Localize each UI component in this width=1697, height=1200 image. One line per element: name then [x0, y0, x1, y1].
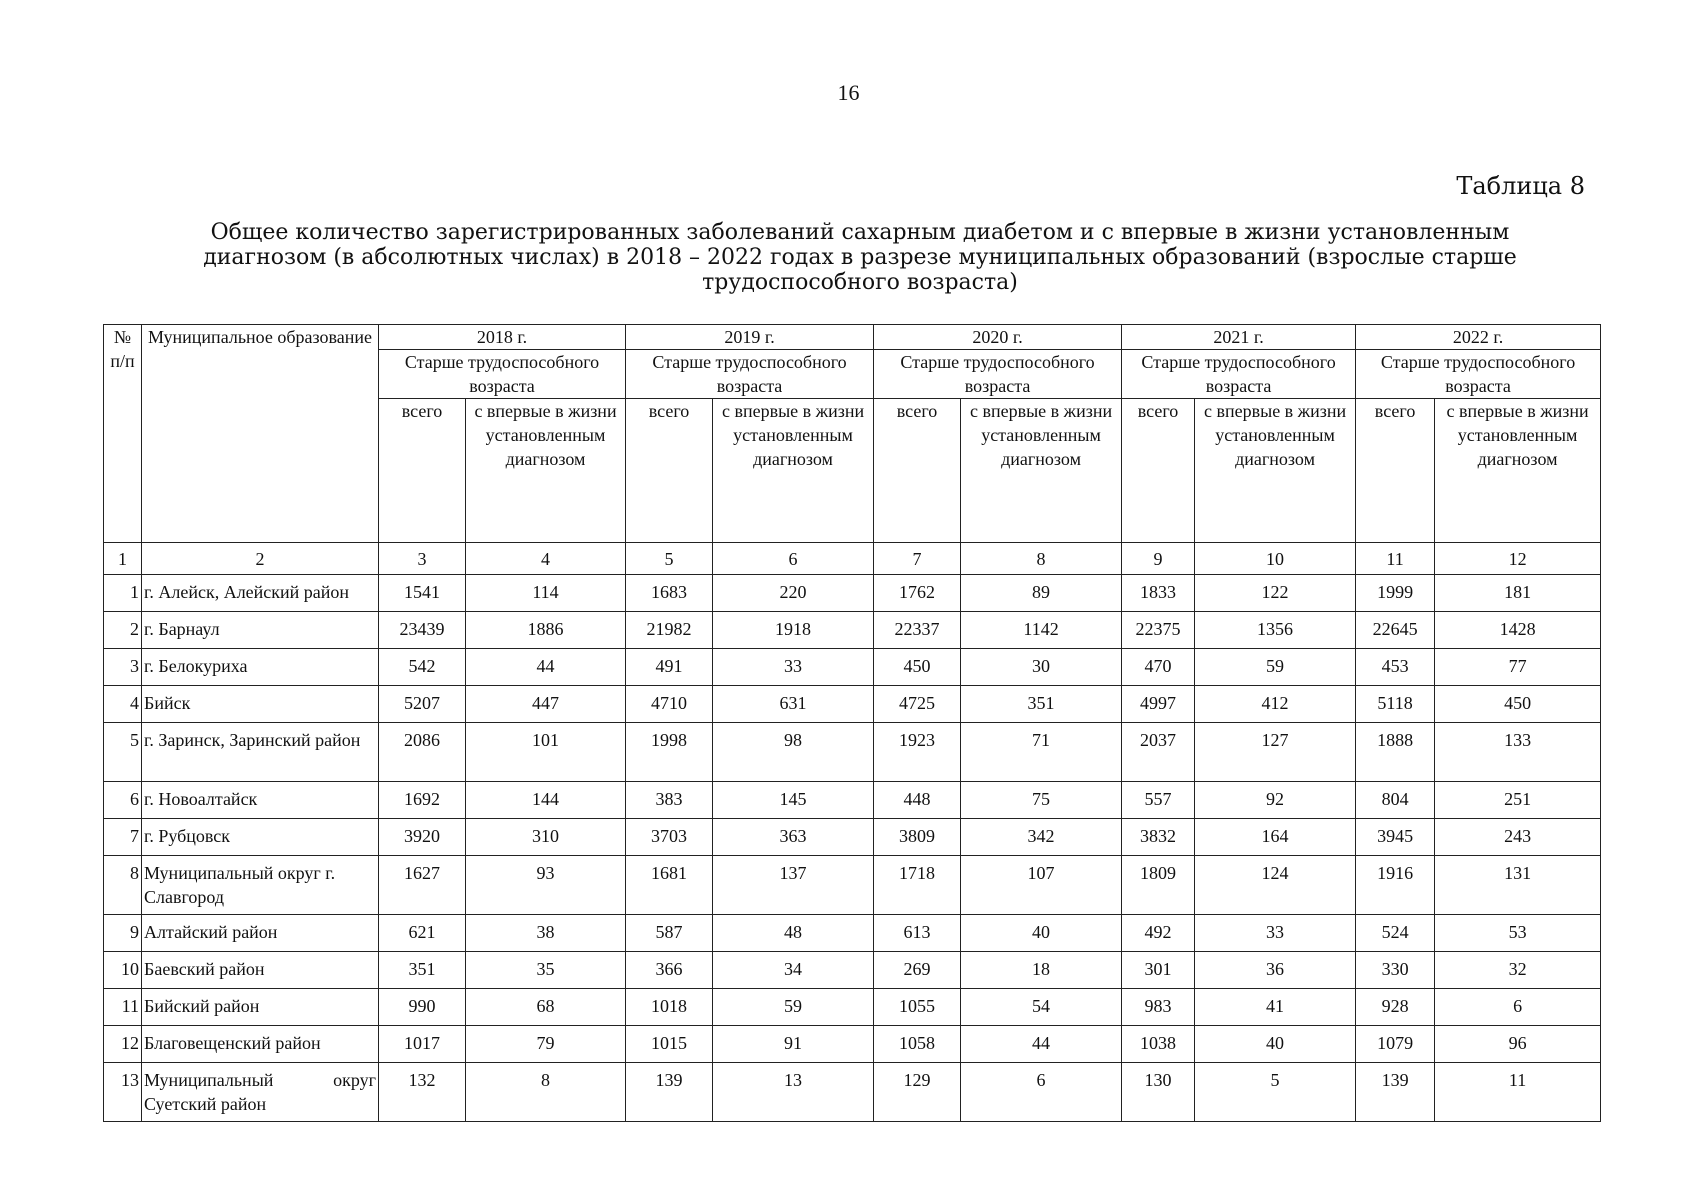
total-value-cell: 22375 — [1122, 612, 1195, 649]
first-time-value-cell: 1918 — [713, 612, 874, 649]
header-total: всего — [874, 399, 961, 543]
first-time-value-cell: 33 — [713, 649, 874, 686]
first-time-value-cell: 124 — [1195, 856, 1356, 915]
total-value-cell: 5207 — [379, 686, 466, 723]
table-row — [104, 723, 1601, 782]
first-time-value-cell: 363 — [713, 819, 874, 856]
first-time-value-cell: 79 — [466, 1026, 626, 1063]
municipality-cell: г. Алейск, Алейский район — [142, 575, 379, 612]
total-value-cell: 1923 — [874, 723, 961, 782]
table-label: Таблица 8 — [1456, 172, 1585, 200]
first-time-value-cell: 75 — [961, 782, 1122, 819]
row-number-cell: 10 — [104, 952, 142, 989]
first-time-value-cell: 164 — [1195, 819, 1356, 856]
total-value-cell: 1916 — [1356, 856, 1435, 915]
column-number-cell: 8 — [961, 543, 1122, 575]
table-row — [104, 782, 1601, 819]
municipality-cell: Муниципальный округ г. Славгород — [142, 856, 379, 915]
column-number-cell: 9 — [1122, 543, 1195, 575]
column-number-cell: 11 — [1356, 543, 1435, 575]
total-value-cell: 524 — [1356, 915, 1435, 952]
first-time-value-cell: 89 — [961, 575, 1122, 612]
total-value-cell: 1038 — [1122, 1026, 1195, 1063]
total-value-cell: 1888 — [1356, 723, 1435, 782]
first-time-value-cell: 1886 — [466, 612, 626, 649]
total-value-cell: 129 — [874, 1063, 961, 1122]
first-time-value-cell: 447 — [466, 686, 626, 723]
first-time-value-cell: 71 — [961, 723, 1122, 782]
row-number-cell: 3 — [104, 649, 142, 686]
header-total: всего — [626, 399, 713, 543]
total-value-cell: 1017 — [379, 1026, 466, 1063]
first-time-value-cell: 77 — [1435, 649, 1601, 686]
row-number-cell: 5 — [104, 723, 142, 782]
total-value-cell: 990 — [379, 989, 466, 1026]
total-value-cell: 366 — [626, 952, 713, 989]
total-value-cell: 1809 — [1122, 856, 1195, 915]
statistics-table — [103, 324, 1601, 1122]
total-value-cell: 1999 — [1356, 575, 1435, 612]
first-time-value-cell: 18 — [961, 952, 1122, 989]
first-time-value-cell: 5 — [1195, 1063, 1356, 1122]
table-row — [104, 856, 1601, 915]
total-value-cell: 983 — [1122, 989, 1195, 1026]
column-number-cell: 12 — [1435, 543, 1601, 575]
first-time-value-cell: 1356 — [1195, 612, 1356, 649]
first-time-value-cell: 122 — [1195, 575, 1356, 612]
total-value-cell: 139 — [1356, 1063, 1435, 1122]
first-time-value-cell: 144 — [466, 782, 626, 819]
header-age-group: Старше трудоспособного возраста — [379, 350, 626, 399]
table-row — [104, 649, 1601, 686]
first-time-value-cell: 36 — [1195, 952, 1356, 989]
total-value-cell: 1055 — [874, 989, 961, 1026]
total-value-cell: 4710 — [626, 686, 713, 723]
table-title — [150, 220, 1570, 295]
header-year: 2019 г. — [626, 325, 874, 350]
total-value-cell: 383 — [626, 782, 713, 819]
header-number: № п/п — [104, 325, 142, 543]
municipality-cell: г. Рубцовск — [142, 819, 379, 856]
table-row — [104, 989, 1601, 1026]
row-number-cell: 7 — [104, 819, 142, 856]
first-time-value-cell: 53 — [1435, 915, 1601, 952]
first-time-value-cell: 6 — [961, 1063, 1122, 1122]
first-time-value-cell: 133 — [1435, 723, 1601, 782]
first-time-value-cell: 38 — [466, 915, 626, 952]
total-value-cell: 492 — [1122, 915, 1195, 952]
first-time-value-cell: 32 — [1435, 952, 1601, 989]
header-first-time: с впервые в жизни установленным диагнозом — [1195, 399, 1356, 543]
total-value-cell: 453 — [1356, 649, 1435, 686]
first-time-value-cell: 450 — [1435, 686, 1601, 723]
total-value-cell: 3832 — [1122, 819, 1195, 856]
total-value-cell: 542 — [379, 649, 466, 686]
total-value-cell: 4725 — [874, 686, 961, 723]
total-value-cell: 3809 — [874, 819, 961, 856]
total-value-cell: 1058 — [874, 1026, 961, 1063]
first-time-value-cell: 8 — [466, 1063, 626, 1122]
header-age-group: Старше трудоспособного возраста — [874, 350, 1122, 399]
municipality-cell: г. Барнаул — [142, 612, 379, 649]
row-number-cell: 13 — [104, 1063, 142, 1122]
column-number-cell: 4 — [466, 543, 626, 575]
row-number-cell: 12 — [104, 1026, 142, 1063]
first-time-value-cell: 91 — [713, 1026, 874, 1063]
total-value-cell: 2086 — [379, 723, 466, 782]
first-time-value-cell: 310 — [466, 819, 626, 856]
first-time-value-cell: 1142 — [961, 612, 1122, 649]
page-number: 16 — [837, 80, 860, 105]
total-value-cell: 1762 — [874, 575, 961, 612]
first-time-value-cell: 44 — [961, 1026, 1122, 1063]
municipality-cell: г. Новоалтайск — [142, 782, 379, 819]
total-value-cell: 3945 — [1356, 819, 1435, 856]
first-time-value-cell: 181 — [1435, 575, 1601, 612]
first-time-value-cell: 220 — [713, 575, 874, 612]
header-year: 2022 г. — [1356, 325, 1601, 350]
column-number-row — [104, 543, 1601, 575]
first-time-value-cell: 35 — [466, 952, 626, 989]
municipality-cell: Баевский район — [142, 952, 379, 989]
column-number-cell: 2 — [142, 543, 379, 575]
header-age-group: Старше трудоспособного возраста — [1356, 350, 1601, 399]
first-time-value-cell: 40 — [961, 915, 1122, 952]
total-value-cell: 1541 — [379, 575, 466, 612]
first-time-value-cell: 92 — [1195, 782, 1356, 819]
total-value-cell: 448 — [874, 782, 961, 819]
title-line: трудоспособного возраста) — [702, 270, 1018, 295]
municipality-cell: Благовещенский район — [142, 1026, 379, 1063]
table-row — [104, 612, 1601, 649]
total-value-cell: 1015 — [626, 1026, 713, 1063]
total-value-cell: 1833 — [1122, 575, 1195, 612]
total-value-cell: 132 — [379, 1063, 466, 1122]
header-first-time: с впервые в жизни установленным диагнозом — [466, 399, 626, 543]
total-value-cell: 470 — [1122, 649, 1195, 686]
first-time-value-cell: 13 — [713, 1063, 874, 1122]
total-value-cell: 2037 — [1122, 723, 1195, 782]
total-value-cell: 557 — [1122, 782, 1195, 819]
first-time-value-cell: 48 — [713, 915, 874, 952]
title-line: Общее количество зарегистрированных заболеваний сахарным диабетом и с впервые в жизни установленным — [210, 220, 1510, 245]
table-row — [104, 686, 1601, 723]
total-value-cell: 1681 — [626, 856, 713, 915]
first-time-value-cell: 127 — [1195, 723, 1356, 782]
total-value-cell: 621 — [379, 915, 466, 952]
total-value-cell: 1718 — [874, 856, 961, 915]
header-age-group: Старше трудоспособного возраста — [626, 350, 874, 399]
header-first-time: с впервые в жизни установленным диагнозом — [961, 399, 1122, 543]
first-time-value-cell: 1428 — [1435, 612, 1601, 649]
title-line: диагнозом (в абсолютных числах) в 2018 – 2022 годах в разрезе муниципальных образований (взрослые старше — [203, 245, 1517, 270]
first-time-value-cell: 54 — [961, 989, 1122, 1026]
total-value-cell: 23439 — [379, 612, 466, 649]
total-value-cell: 22645 — [1356, 612, 1435, 649]
total-value-cell: 5118 — [1356, 686, 1435, 723]
table-body — [104, 325, 1601, 1122]
row-number-cell: 2 — [104, 612, 142, 649]
row-number-cell: 9 — [104, 915, 142, 952]
first-time-value-cell: 98 — [713, 723, 874, 782]
first-time-value-cell: 93 — [466, 856, 626, 915]
total-value-cell: 1683 — [626, 575, 713, 612]
municipality-cell: Бийский район — [142, 989, 379, 1026]
header-total: всего — [379, 399, 466, 543]
header-age-group: Старше трудоспособного возраста — [1122, 350, 1356, 399]
total-value-cell: 269 — [874, 952, 961, 989]
row-number-cell: 4 — [104, 686, 142, 723]
first-time-value-cell: 41 — [1195, 989, 1356, 1026]
first-time-value-cell: 59 — [1195, 649, 1356, 686]
table-row — [104, 1026, 1601, 1063]
table-row — [104, 952, 1601, 989]
header-total: всего — [1122, 399, 1195, 543]
header-first-time: с впервые в жизни установленным диагнозом — [1435, 399, 1601, 543]
municipality-cell: Муниципальный округ Суетский район — [142, 1063, 379, 1122]
first-time-value-cell: 96 — [1435, 1026, 1601, 1063]
first-time-value-cell: 6 — [1435, 989, 1601, 1026]
total-value-cell: 613 — [874, 915, 961, 952]
row-number-cell: 1 — [104, 575, 142, 612]
total-value-cell: 1692 — [379, 782, 466, 819]
municipality-cell: г. Заринск, Заринский район — [142, 723, 379, 782]
column-number-cell: 7 — [874, 543, 961, 575]
total-value-cell: 22337 — [874, 612, 961, 649]
total-value-cell: 4997 — [1122, 686, 1195, 723]
first-time-value-cell: 114 — [466, 575, 626, 612]
first-time-value-cell: 351 — [961, 686, 1122, 723]
row-number-cell: 8 — [104, 856, 142, 915]
first-time-value-cell: 131 — [1435, 856, 1601, 915]
first-time-value-cell: 342 — [961, 819, 1122, 856]
column-number-cell: 1 — [104, 543, 142, 575]
total-value-cell: 351 — [379, 952, 466, 989]
total-value-cell: 587 — [626, 915, 713, 952]
first-time-value-cell: 33 — [1195, 915, 1356, 952]
column-number-cell: 10 — [1195, 543, 1356, 575]
first-time-value-cell: 631 — [713, 686, 874, 723]
total-value-cell: 1018 — [626, 989, 713, 1026]
first-time-value-cell: 34 — [713, 952, 874, 989]
header-year: 2021 г. — [1122, 325, 1356, 350]
total-value-cell: 491 — [626, 649, 713, 686]
total-value-cell: 130 — [1122, 1063, 1195, 1122]
table-row — [104, 819, 1601, 856]
first-time-value-cell: 44 — [466, 649, 626, 686]
total-value-cell: 450 — [874, 649, 961, 686]
header-year: 2018 г. — [379, 325, 626, 350]
header-row-years — [104, 325, 1601, 350]
header-year: 2020 г. — [874, 325, 1122, 350]
column-number-cell: 3 — [379, 543, 466, 575]
municipality-cell: Алтайский район — [142, 915, 379, 952]
total-value-cell: 21982 — [626, 612, 713, 649]
total-value-cell: 1998 — [626, 723, 713, 782]
municipality-cell: Бийск — [142, 686, 379, 723]
header-municipality: Муниципальное образование — [142, 325, 379, 543]
first-time-value-cell: 107 — [961, 856, 1122, 915]
first-time-value-cell: 137 — [713, 856, 874, 915]
row-number-cell: 11 — [104, 989, 142, 1026]
first-time-value-cell: 243 — [1435, 819, 1601, 856]
first-time-value-cell: 30 — [961, 649, 1122, 686]
total-value-cell: 301 — [1122, 952, 1195, 989]
first-time-value-cell: 145 — [713, 782, 874, 819]
total-value-cell: 928 — [1356, 989, 1435, 1026]
first-time-value-cell: 68 — [466, 989, 626, 1026]
total-value-cell: 1079 — [1356, 1026, 1435, 1063]
first-time-value-cell: 101 — [466, 723, 626, 782]
total-value-cell: 804 — [1356, 782, 1435, 819]
total-value-cell: 330 — [1356, 952, 1435, 989]
total-value-cell: 3703 — [626, 819, 713, 856]
first-time-value-cell: 40 — [1195, 1026, 1356, 1063]
first-time-value-cell: 11 — [1435, 1063, 1601, 1122]
first-time-value-cell: 412 — [1195, 686, 1356, 723]
table-row — [104, 575, 1601, 612]
header-total: всего — [1356, 399, 1435, 543]
total-value-cell: 1627 — [379, 856, 466, 915]
first-time-value-cell: 59 — [713, 989, 874, 1026]
table-row — [104, 1063, 1601, 1122]
header-first-time: с впервые в жизни установленным диагнозом — [713, 399, 874, 543]
first-time-value-cell: 251 — [1435, 782, 1601, 819]
total-value-cell: 139 — [626, 1063, 713, 1122]
column-number-cell: 6 — [713, 543, 874, 575]
municipality-cell: г. Белокуриха — [142, 649, 379, 686]
total-value-cell: 3920 — [379, 819, 466, 856]
row-number-cell: 6 — [104, 782, 142, 819]
column-number-cell: 5 — [626, 543, 713, 575]
table-row — [104, 915, 1601, 952]
